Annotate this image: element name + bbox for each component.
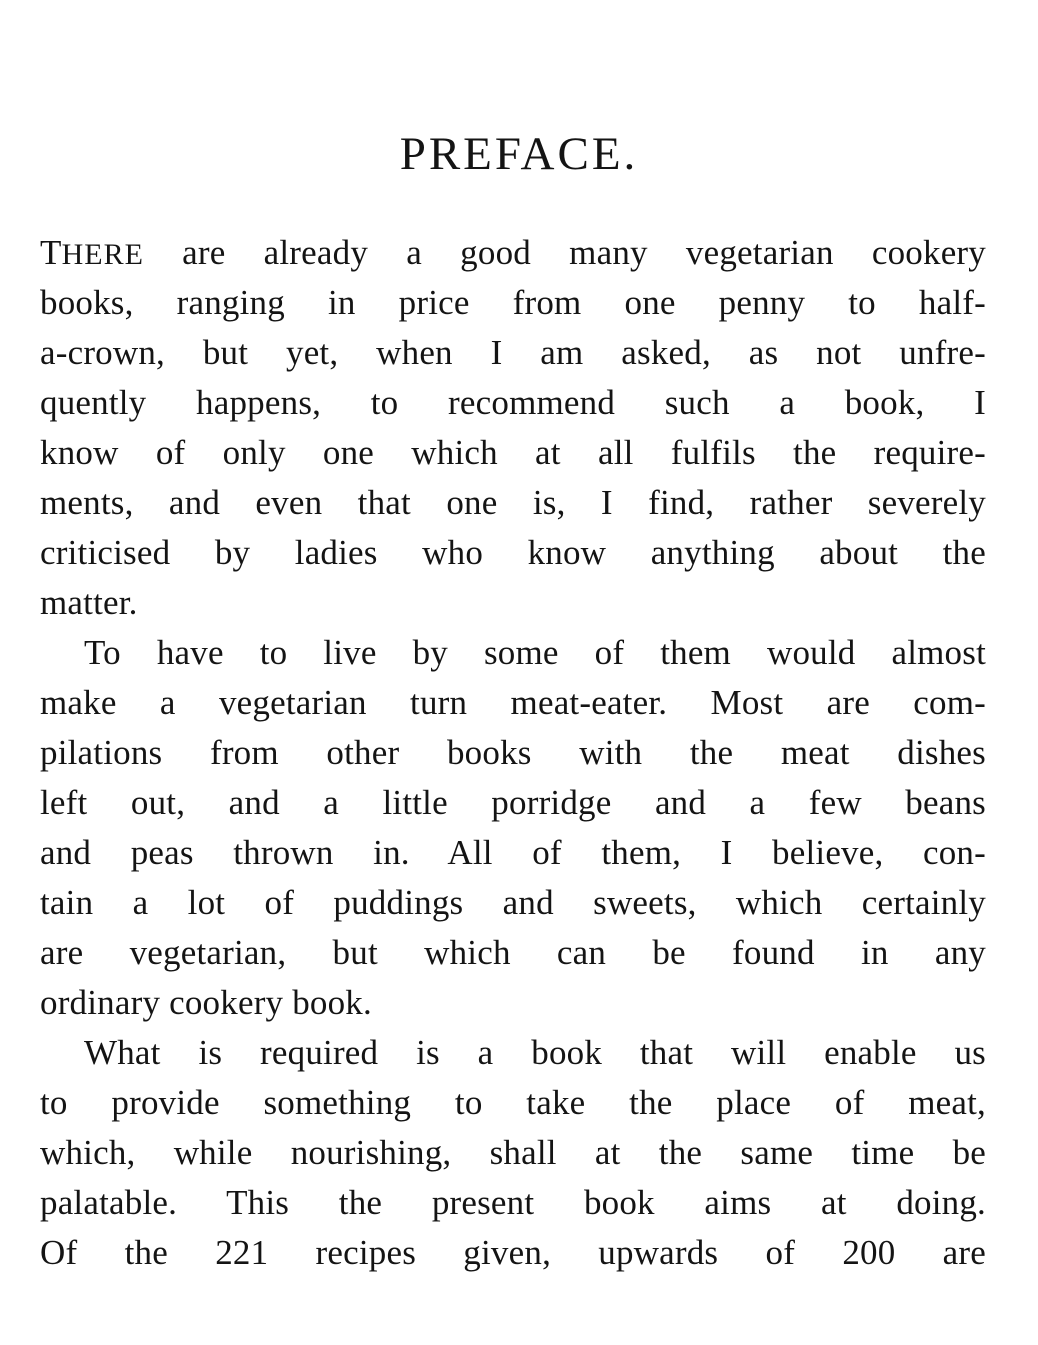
text-line: To have to live by some of them would almost: [84, 633, 986, 672]
dropcap: T: [40, 233, 62, 272]
text-line: a-crown, but yet, when I am asked, as not unfre-: [40, 333, 986, 372]
text-line: left out, and a little porridge and a few beans: [40, 783, 986, 822]
text-line: and peas thrown in. All of them, I believe, con-: [40, 833, 986, 872]
text-line: quently happens, to recommend such a book, I: [40, 383, 986, 422]
text-line: ments, and even that one is, I find, rather severely: [40, 483, 986, 522]
text-line: palatable. This the present book aims at doing.: [40, 1183, 986, 1222]
text-line: books, ranging in price from one penny to half-: [40, 283, 986, 322]
smallcaps-word: HERE: [61, 238, 144, 271]
text-line: which, while nourishing, shall at the same time be: [40, 1133, 986, 1172]
text-line: ordinary cookery book.: [40, 983, 372, 1022]
text-line: criticised by ladies who know anything about the: [40, 533, 986, 572]
text-line: What is required is a book that will enable us: [84, 1033, 986, 1072]
text-line: to provide something to take the place of meat,: [40, 1083, 986, 1122]
text-line: are vegetarian, but which can be found in any: [40, 933, 986, 972]
text-line: Of the 221 recipes given, upwards of 200 are: [40, 1233, 986, 1272]
text-line: matter.: [40, 583, 138, 622]
text-line: [40, 228, 986, 278]
text-line: know of only one which at all fulfils the require-: [40, 433, 986, 472]
text-line: make a vegetarian turn meat-eater. Most are com-: [40, 683, 986, 722]
page-title: PREFACE.: [399, 128, 639, 180]
text-line: pilations from other books with the meat dishes: [40, 733, 986, 772]
text-line: tain a lot of puddings and sweets, which certainly: [40, 883, 986, 922]
preface-body: [40, 228, 986, 1278]
line-text: are already a good many vegetarian cookery: [143, 233, 986, 272]
